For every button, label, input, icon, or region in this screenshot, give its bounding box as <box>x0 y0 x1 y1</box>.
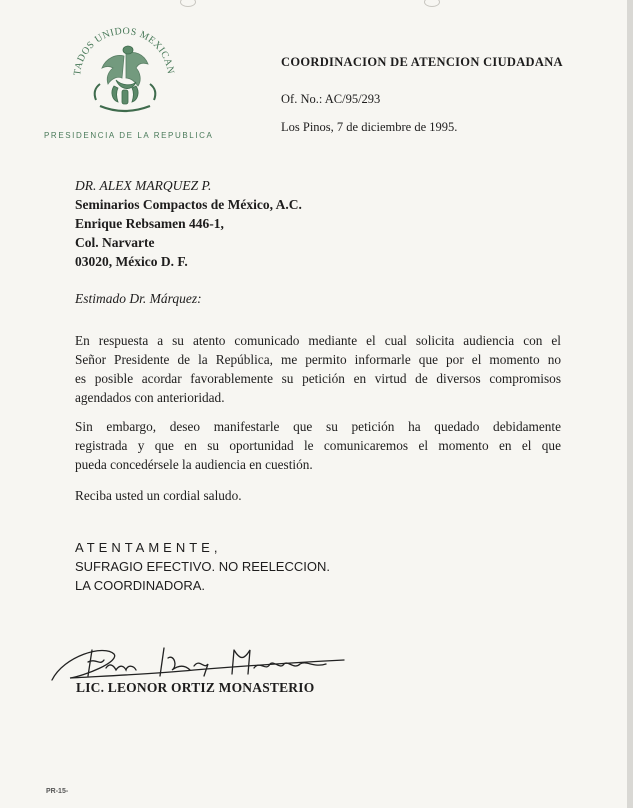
office-title: COORDINACION DE ATENCION CIUDADANA <box>281 55 563 69</box>
body-line: pueda concedérsele la audiencia en cuestión. <box>75 457 313 472</box>
place-date: Los Pinos, 7 de diciembre de 1995. <box>281 120 458 134</box>
body-line: registrada y que en su oportunidad le comunicaremos el momento en el que <box>75 438 561 453</box>
body-line: Sin embargo, deseo manifestarle que su petición ha quedado debidamente <box>75 419 561 434</box>
addressee-organization: Seminarios Compactos de México, A.C. <box>75 197 302 212</box>
body-line: Reciba usted un cordial saludo. <box>75 488 242 503</box>
punch-hole <box>180 0 196 7</box>
closing-block <box>75 538 330 595</box>
addressee-city: 03020, México D. F. <box>75 254 188 269</box>
seal-caption: PRESIDENCIA DE LA REPUBLICA <box>44 131 214 140</box>
body-line: En respuesta a su atento comunicado mediante el cual solicita audiencia con el <box>75 333 561 348</box>
body-paragraph <box>75 486 561 505</box>
closing-line: LA COORDINADORA. <box>75 578 206 593</box>
closing-line: ATENTAMENTE, <box>75 540 222 555</box>
addressee-name: DR. ALEX MARQUEZ P. <box>75 178 212 193</box>
body-paragraph <box>75 417 561 474</box>
page-edge <box>627 0 633 808</box>
letterhead <box>281 55 563 70</box>
addressee-street: Enrique Rebsamen 446-1, <box>75 216 224 231</box>
body-line: Señor Presidente de la República, me permito informarle que por el momento no <box>75 352 561 367</box>
addressee-neighborhood: Col. Narvarte <box>75 235 155 250</box>
body-line: agendados con anterioridad. <box>75 390 225 405</box>
reference-number: Of. No.: AC/95/293 <box>281 92 381 106</box>
addressee-block <box>75 176 302 271</box>
punch-hole <box>424 0 440 7</box>
mexican-coat-of-arms-icon <box>66 20 182 128</box>
body-paragraph <box>75 331 561 407</box>
form-code: PR-15- <box>46 788 69 795</box>
body-line: es posible acordar favorablemente su petición en virtud de diversos compromisos <box>75 371 561 386</box>
seal-ring-text: TADOS UNIDOS MEXICAN <box>72 25 176 77</box>
signer-name: LIC. LEONOR ORTIZ MONASTERIO <box>76 680 315 695</box>
salutation: Estimado Dr. Márquez: <box>75 291 202 306</box>
closing-line: SUFRAGIO EFECTIVO. NO REELECCION. <box>75 559 330 574</box>
